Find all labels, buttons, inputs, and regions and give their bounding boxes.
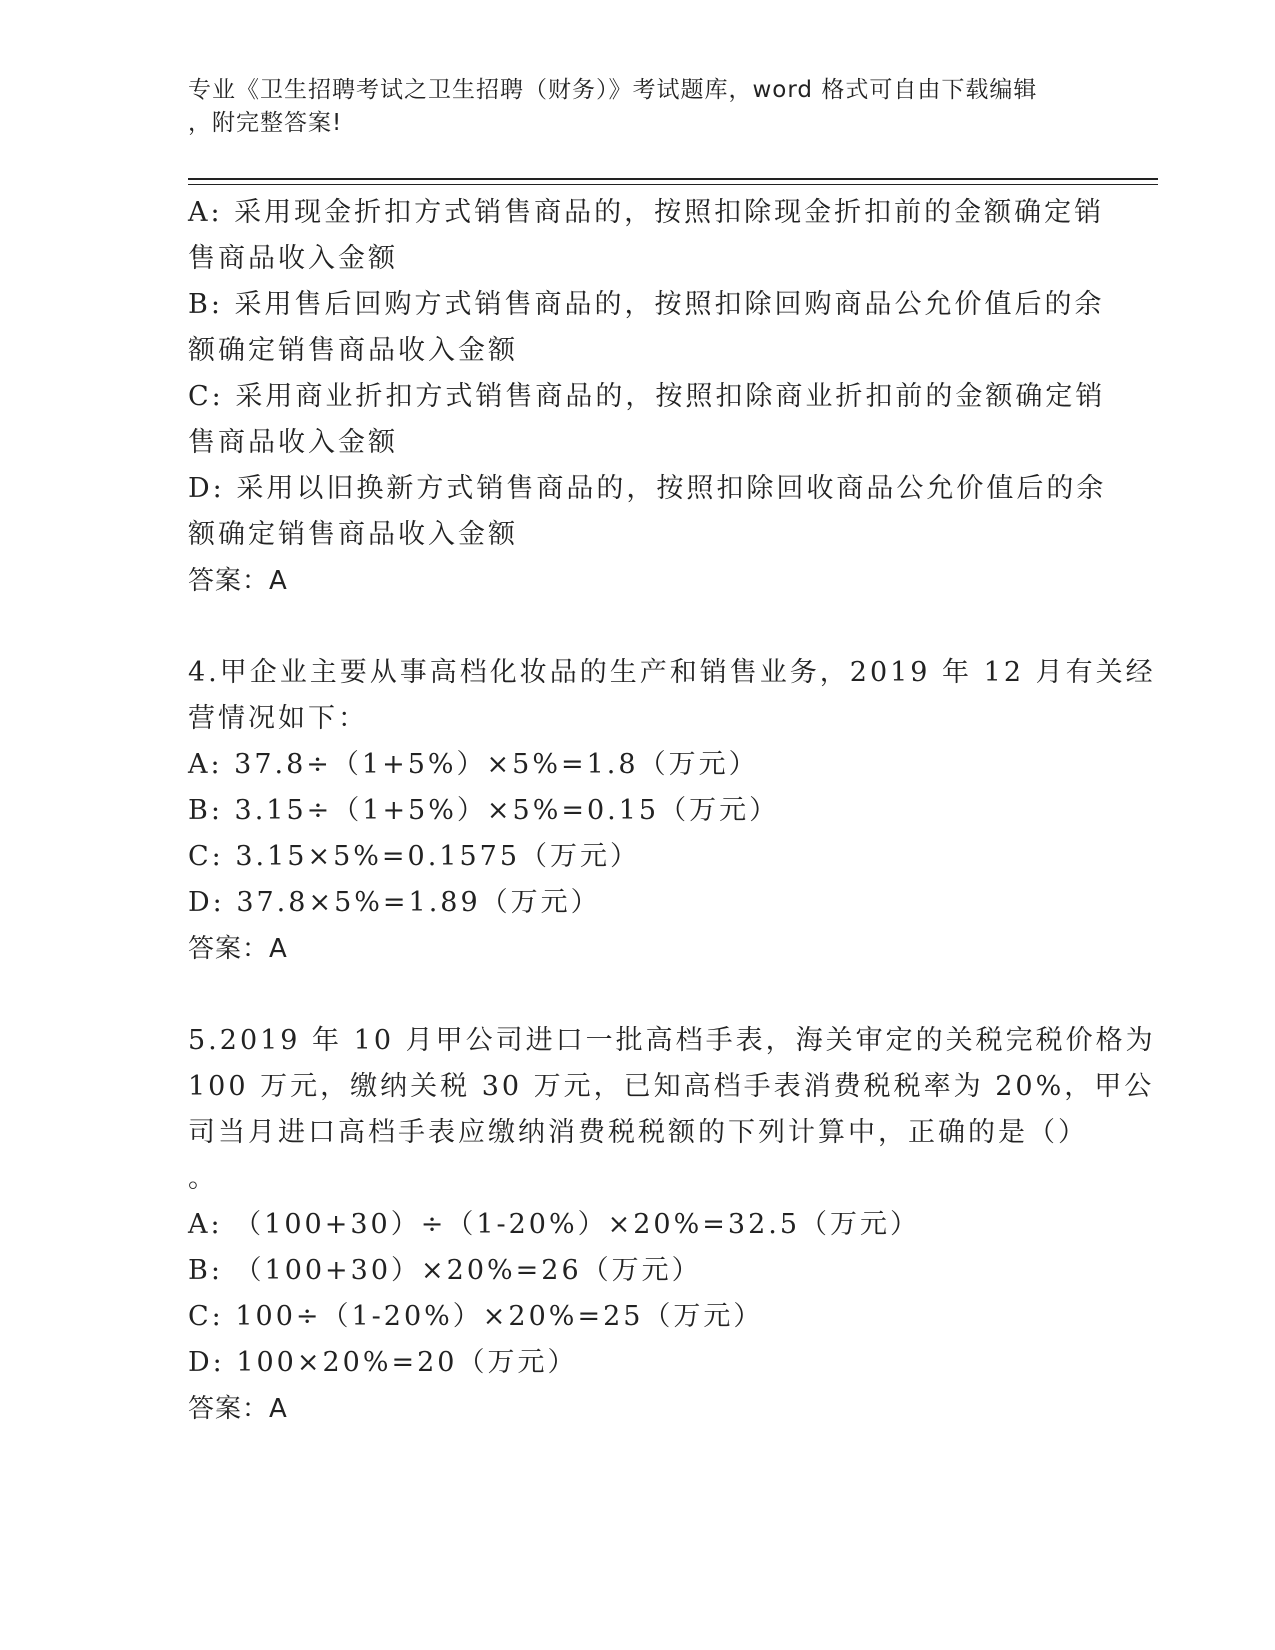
q4-answer: 答案：A bbox=[188, 934, 288, 964]
header-line-2: ，附完整答案! bbox=[188, 110, 343, 136]
q3-option-a-line-1: A: 采用现金折扣方式销售商品的，按照扣除现金折扣前的金额确定销 bbox=[188, 197, 1105, 228]
q4-option-b: B: 3.15÷（1+5%）×5%=0.15（万元） bbox=[188, 795, 780, 826]
q5-option-c: C: 100÷（1-20%）×20%=25（万元） bbox=[188, 1301, 764, 1332]
q5-stem-line-4: 。 bbox=[188, 1163, 218, 1194]
question-3 bbox=[188, 190, 1107, 604]
q3-option-b-line-2: 额确定销售商品收入金额 bbox=[188, 335, 518, 366]
question-5 bbox=[188, 1018, 1156, 1432]
question-4 bbox=[188, 650, 1156, 972]
q5-option-a: A: （100+30）÷（1-20%）×20%=32.5（万元） bbox=[188, 1209, 921, 1240]
q4-option-a: A: 37.8÷（1+5%）×5%=1.8（万元） bbox=[188, 749, 759, 780]
document-header bbox=[188, 74, 1088, 140]
q4-stem-line-1: 4.甲企业主要从事高档化妆品的生产和销售业务，2019 年 12 月有关经 bbox=[188, 657, 1156, 688]
q5-stem-line-2: 100 万元，缴纳关税 30 万元，已知高档手表消费税税率为 20%，甲公 bbox=[188, 1071, 1155, 1102]
header-divider-thick bbox=[188, 178, 1158, 180]
header-line-1: 专业《卫生招聘考试之卫生招聘（财务）》考试题库，word 格式可自由下载编辑 bbox=[188, 77, 1038, 103]
q5-answer: 答案：A bbox=[188, 1394, 288, 1424]
q5-stem-line-3: 司当月进口高档手表应缴纳消费税税额的下列计算中，正确的是（） bbox=[188, 1117, 1088, 1148]
q4-stem-line-2: 营情况如下： bbox=[188, 703, 368, 734]
q3-option-d-line-1: D: 采用以旧换新方式销售商品的，按照扣除回收商品公允价值后的余 bbox=[188, 473, 1107, 504]
q3-option-d-line-2: 额确定销售商品收入金额 bbox=[188, 519, 518, 550]
q5-option-d: D: 100×20%=20（万元） bbox=[188, 1347, 578, 1378]
q3-option-b-line-1: B: 采用售后回购方式销售商品的，按照扣除回购商品公允价值后的余 bbox=[188, 289, 1105, 320]
spacer bbox=[188, 972, 1088, 1018]
q4-option-c: C: 3.15×5%=0.1575（万元） bbox=[188, 841, 641, 872]
q5-option-b: B: （100+30）×20%=26（万元） bbox=[188, 1255, 702, 1286]
q3-option-a-line-2: 售商品收入金额 bbox=[188, 243, 398, 274]
header-divider-thin bbox=[188, 184, 1158, 185]
q3-option-c-line-1: C: 采用商业折扣方式销售商品的，按照扣除商业折扣前的金额确定销 bbox=[188, 381, 1106, 412]
q5-stem-line-1: 5.2019 年 10 月甲公司进口一批高档手表，海关审定的关税完税价格为 bbox=[188, 1025, 1156, 1056]
q3-option-c-line-2: 售商品收入金额 bbox=[188, 427, 398, 458]
q3-answer: 答案：A bbox=[188, 566, 288, 596]
spacer bbox=[188, 604, 1088, 650]
document-body bbox=[188, 190, 1156, 1432]
q4-option-d: D: 37.8×5%=1.89（万元） bbox=[188, 887, 601, 918]
